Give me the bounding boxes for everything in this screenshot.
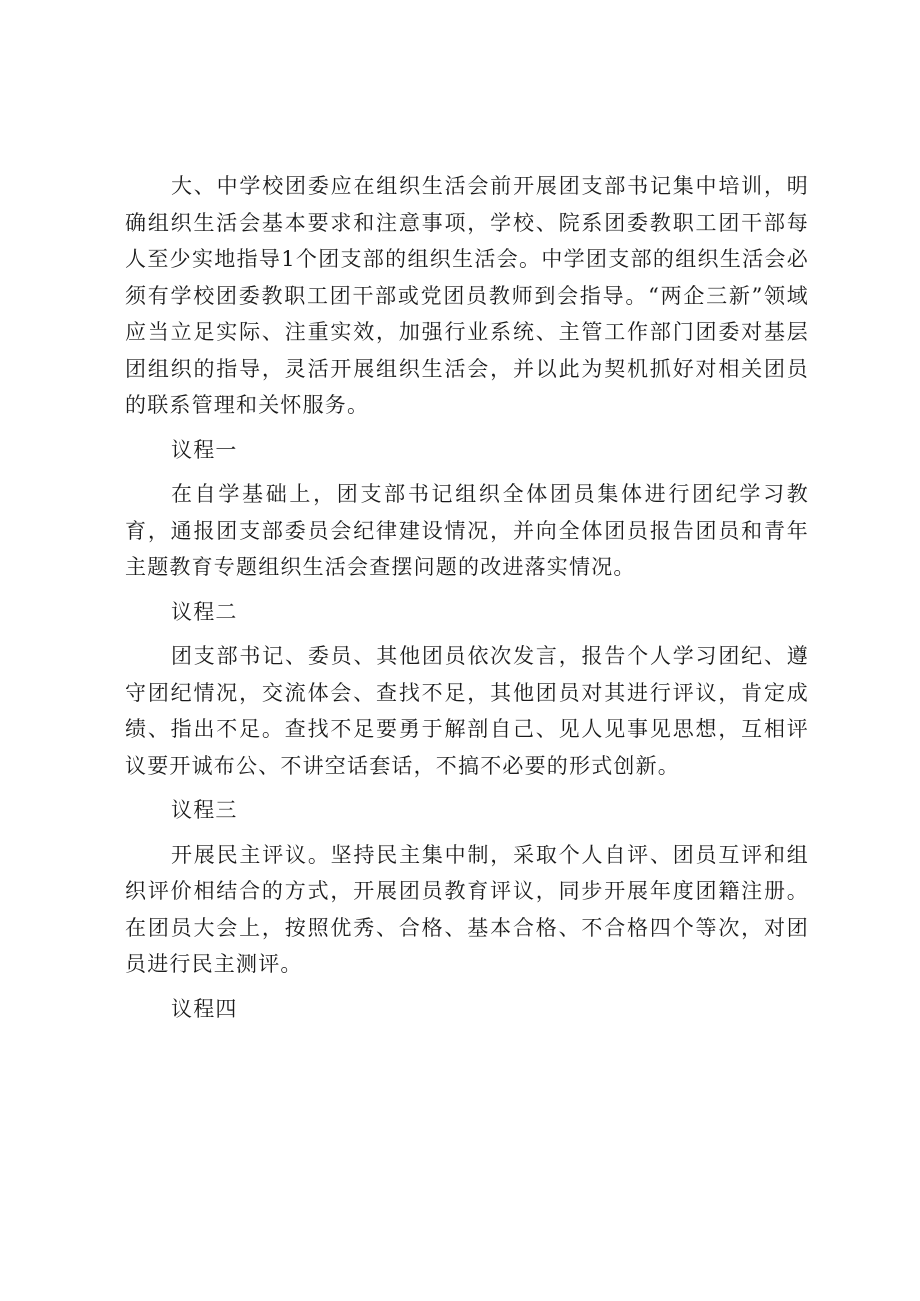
agenda-heading-4: 议程四 [171, 996, 238, 1021]
paragraph-training: 大、中学校团委应在组织生活会前开展团支部书记集中培训，明确组织生活会基本要求和注意事项，学校、院系团委教职工团干部每人至少实地指导1个团支部的组织生活会。中学团支部的组织生活会必须有学校团委教职工团干部或党团员教师到会指导。“两企三新”领域应当立足实际、注重实效，加强行业系统、主管工作部门团委对基层团组织的指导，灵活开展组织生活会，并以此为契机抓好对相关团员的联系管理和关怀服务。 [125, 174, 809, 417]
paragraph-agenda-3: 开展民主评议。坚持民主集中制，采取个人自评、团员互评和组织评价相结合的方式，开展团员教育评议，同步开展年度团籍注册。在团员大会上，按照优秀、合格、基本合格、不合格四个等次，对团员进行民主测评。 [125, 842, 809, 976]
document-body [125, 168, 809, 1035]
agenda-heading-2: 议程二 [171, 599, 238, 624]
agenda-heading-1: 议程一 [171, 437, 238, 462]
paragraph-agenda-1: 在自学基础上，团支部书记组织全体团员集体进行团纪学习教育，通报团支部委员会纪律建设情况，并向全体团员报告团员和青年主题教育专题组织生活会查摆问题的改进落实情况。 [125, 482, 809, 579]
agenda-heading-3: 议程三 [171, 798, 238, 822]
paragraph-agenda-2: 团支部书记、委员、其他团员依次发言，报告个人学习团纪、遵守团纪情况，交流体会、查找不足，其他团员对其进行评议，肯定成绩、指出不足。查找不足要勇于解剖自己、见人见事见思想，互相评议要开诚布公、不讲空话套话，不搞不必要的形式创新。 [125, 644, 809, 778]
